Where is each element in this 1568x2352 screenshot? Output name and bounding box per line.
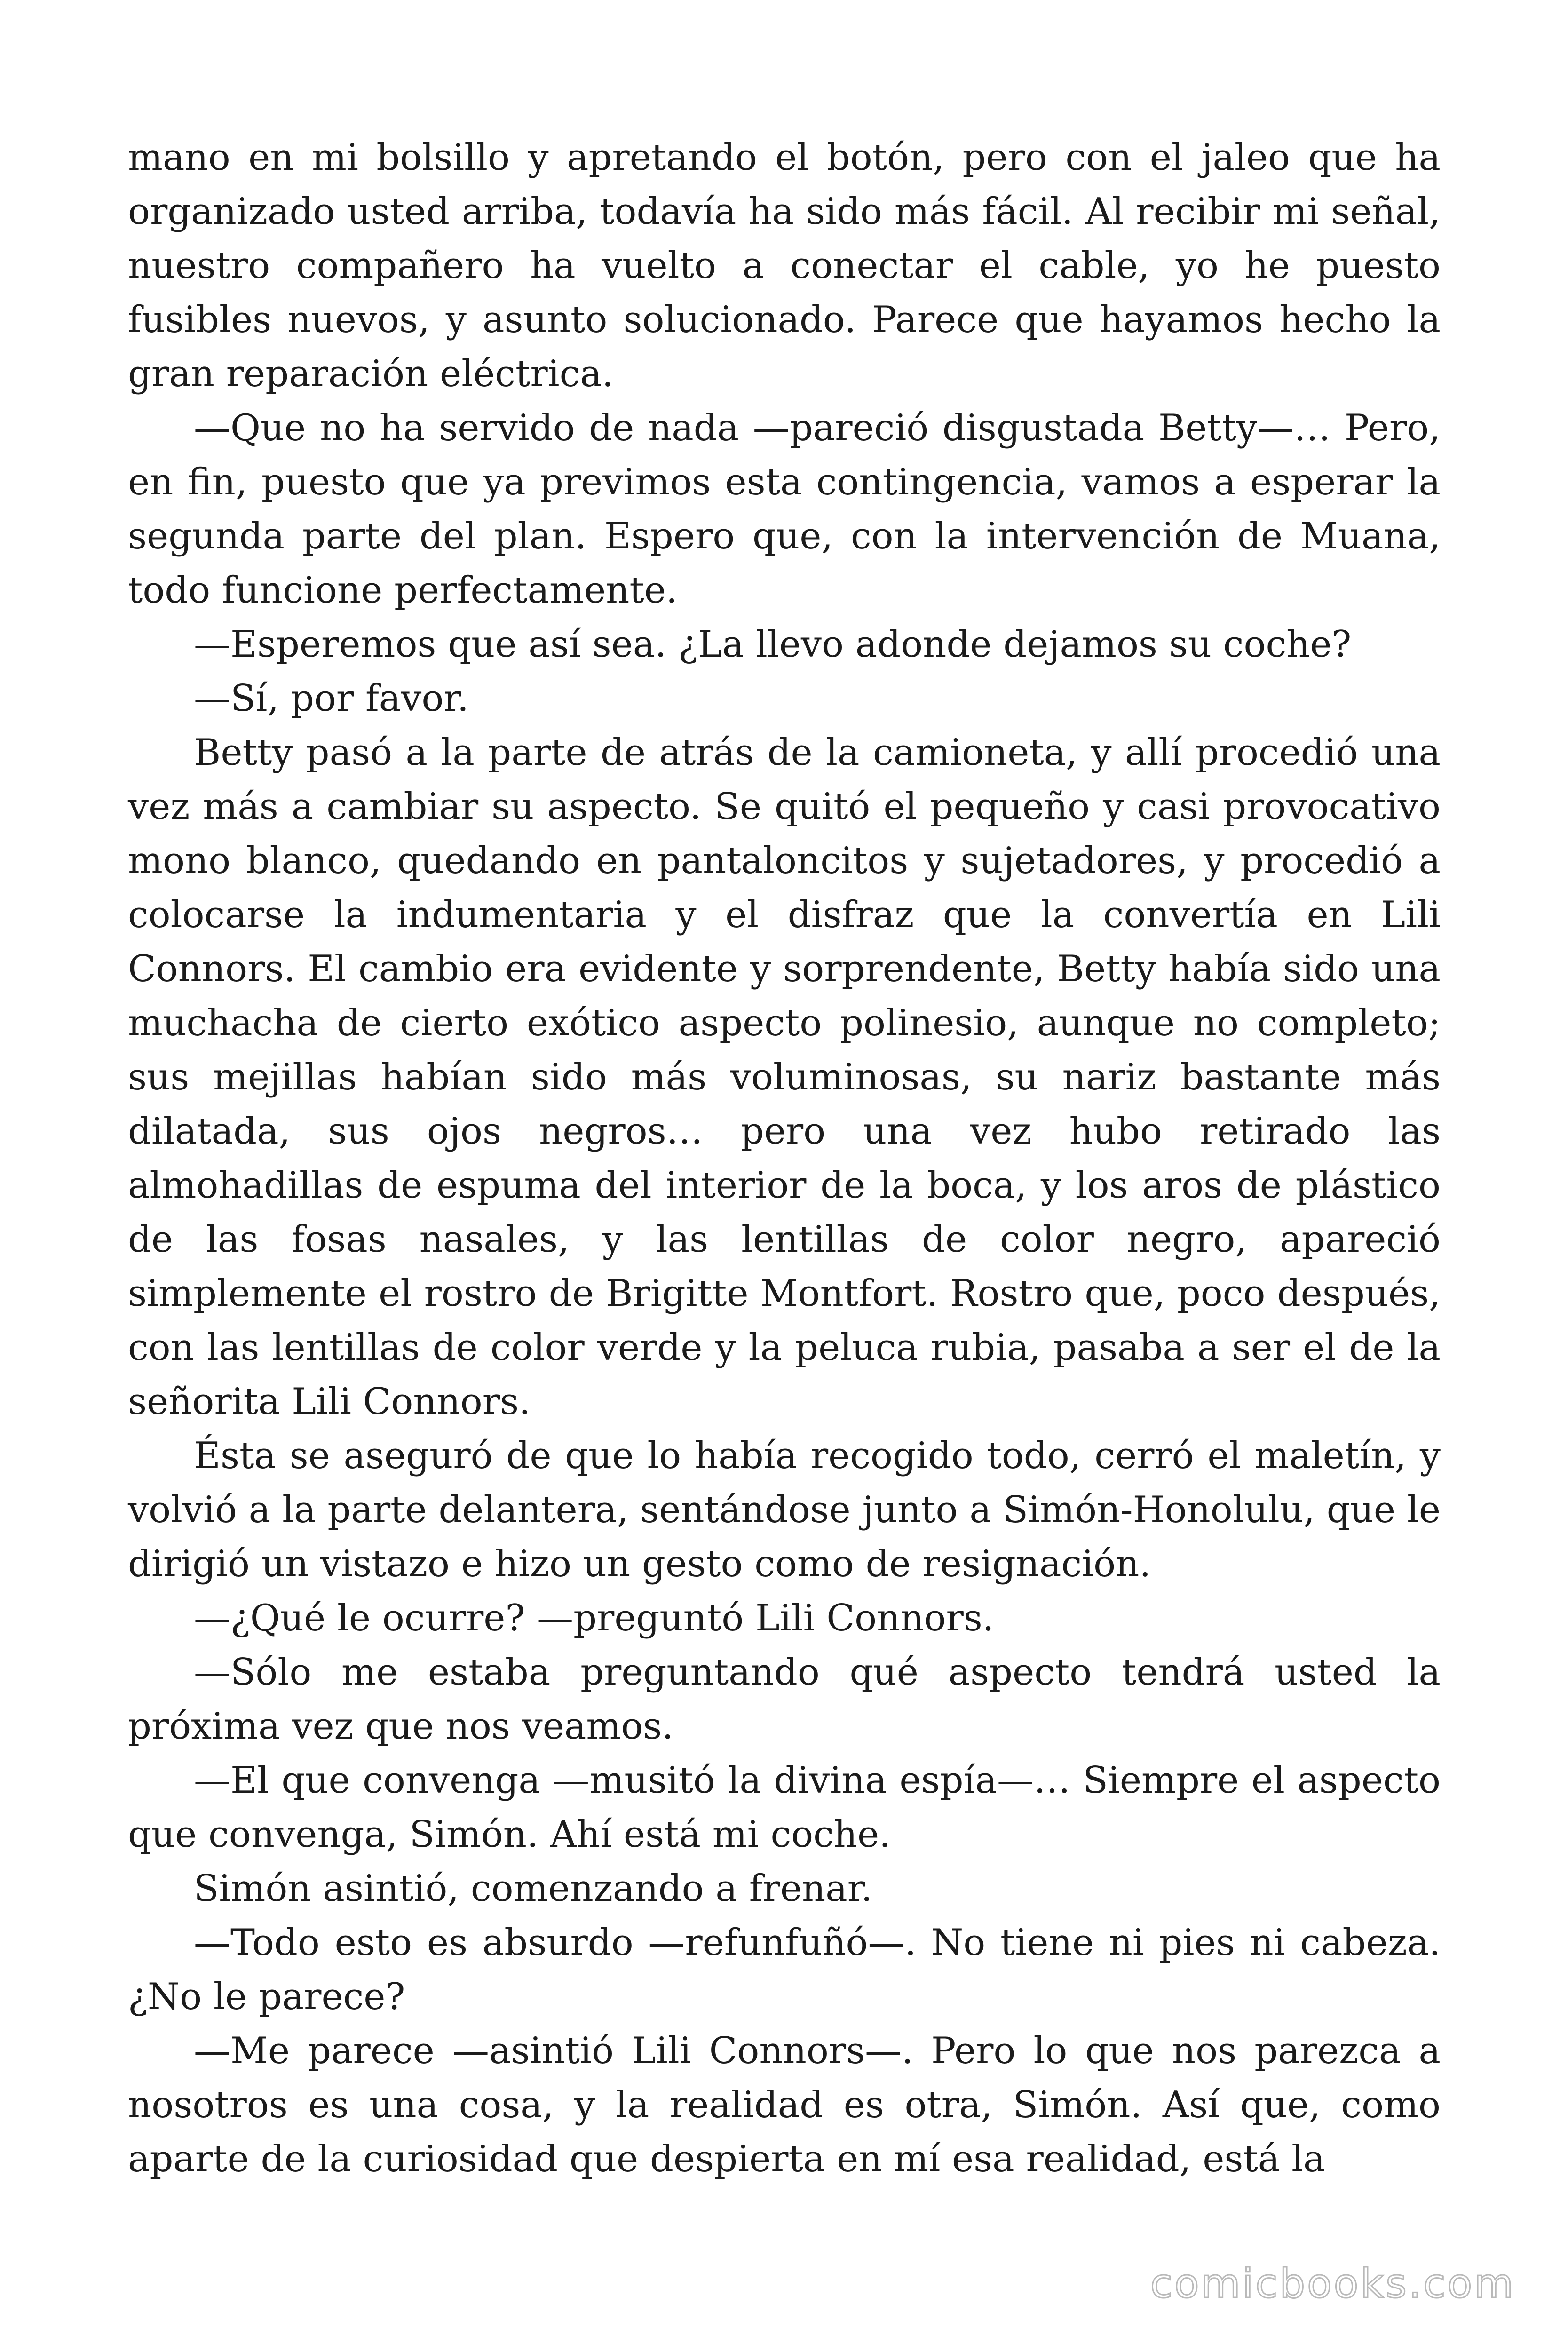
watermark: comicbooks.com bbox=[1150, 2260, 1515, 2307]
book-page-text bbox=[128, 131, 1441, 2186]
paragraph-1: mano en mi bolsillo y apretando el botón, pero con el jaleo que ha organizado usted arriba, todavía ha sido más fácil. Al recibir mi señal, nuestro compañero ha vuelto a conectar el cable, yo he puesto fusibles nuevos, y asunto solucionado. Parece que hayamos hecho la gran reparación eléctrica. bbox=[128, 136, 1441, 395]
paragraph-4: —Sí, por favor. bbox=[194, 677, 469, 720]
paragraph-10: Simón asintió, comenzando a frenar. bbox=[194, 1867, 873, 1910]
paragraph-8: —Sólo me estaba preguntando qué aspecto tendrá usted la próxima vez que nos veamos. bbox=[128, 1651, 1441, 1748]
paragraph-11: —Todo esto es absurdo —refunfuñó—. No tiene ni pies ni cabeza. ¿No le parece? bbox=[128, 1922, 1441, 2018]
paragraph-9: —El que convenga —musitó la divina espía—… Siempre el aspecto que convenga, Simón. Ahí está mi coche. bbox=[128, 1759, 1441, 1856]
paragraph-3: —Esperemos que así sea. ¿La llevo adonde dejamos su coche? bbox=[194, 623, 1352, 666]
paragraph-5: Betty pasó a la parte de atrás de la camioneta, y allí procedió una vez más a cambiar su aspecto. Se quitó el pequeño y casi provocativo mono blanco, quedando en pantaloncitos y sujetadores, y procedió a colocarse la indumentaria y el disfraz que la convertía en Lili Connors. El cambio era evidente y sorprendente, Betty había sido una muchacha de cierto exótico aspecto polinesio, aunque no completo; sus mejillas habían sido más voluminosas, su nariz bastante más dilatada, sus ojos negros… pero una vez hubo retirado las almohadillas de espuma del interior de la boca, y los aros de plástico de las fosas nasales, y las lentillas de color negro, apareció simplemente el rostro de Brigitte Montfort. Rostro que, poco después, con las lentillas de color verde y la peluca rubia, pasaba a ser el de la señorita Lili Connors. bbox=[128, 731, 1441, 1423]
paragraph-7: —¿Qué le ocurre? —preguntó Lili Connors. bbox=[194, 1597, 994, 1639]
paragraph-2: —Que no ha servido de nada —pareció disgustada Betty—… Pero, en fin, puesto que ya previmos esta contingencia, vamos a esperar la segunda parte del plan. Espero que, con la intervención de Muana, todo funcione perfectamente. bbox=[128, 407, 1441, 612]
paragraph-12: —Me parece —asintió Lili Connors—. Pero lo que nos parezca a nosotros es una cosa, y la realidad es otra, Simón. Así que, como aparte de la curiosidad que despierta en mí esa realidad, está la bbox=[128, 2030, 1441, 2180]
paragraph-6: Ésta se aseguró de que lo había recogido todo, cerró el maletín, y volvió a la parte delantera, sentándose junto a Simón-Honolulu, que le dirigió un vistazo e hizo un gesto como de resignación. bbox=[128, 1435, 1441, 1585]
